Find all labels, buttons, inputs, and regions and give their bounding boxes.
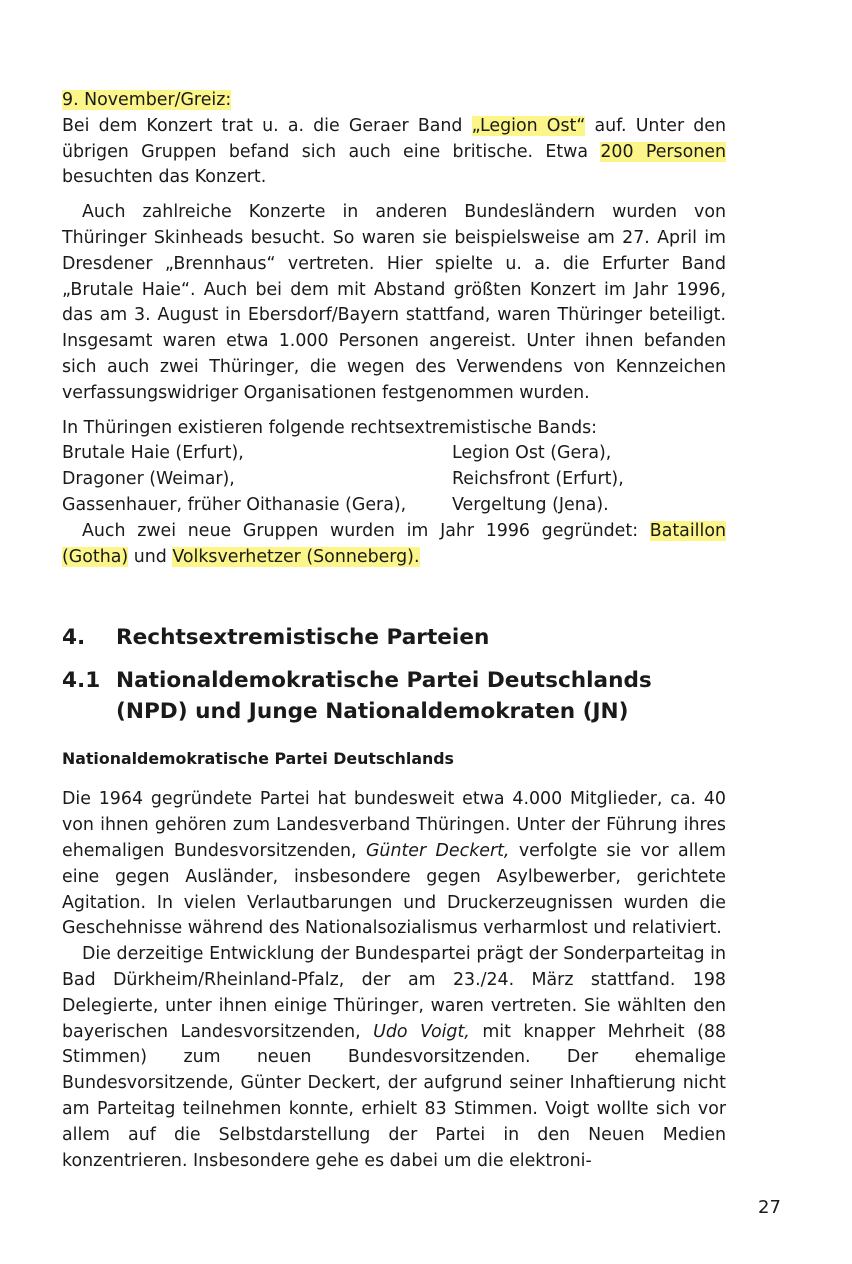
paragraph-npd-party-congress — [62, 942, 726, 1174]
highlight: 200 Personen — [600, 141, 726, 162]
text: Die derzeitige Entwicklung der Bundespartei prägt der Sonderparteitag in Bad Dürkheim/Rheinland-Pfalz, der am 23./24. März stattfand. 198 Delegierte, unter ihnen einige Thüringer, waren vertreten. Sie wählten den bayerischen Landesvorsitzenden, — [62, 944, 726, 1042]
highlight: Volksverhetzer (Sonneberg). — [172, 546, 420, 567]
text: Die 1964 gegründete Partei hat bundesweit etwa 4.000 Mitglieder, ca. 40 von ihnen gehören zum Landesverband Thüringen. Unter der Führung ihres ehemaligen Bundesvorsitzenden, — [62, 789, 726, 861]
person-name: Udo Voigt, — [373, 1021, 470, 1042]
section-heading-greiz — [62, 88, 726, 114]
paragraph-npd-intro — [62, 787, 726, 942]
section-heading — [62, 665, 726, 727]
paragraph-other-states: Auch zahlreiche Konzerte in anderen Bundesländern wurden von Thüringer Skinheads besucht. So waren sie beispielsweise am 27. April im Dresdener „Brennhaus“ vertreten. Hier spielte u. a. die Erfurter Band „Brutale Haie“. Auch bei dem mit Abstand größten Konzert im Jahr 1996, das am 3. August in Ebersdorf/Bayern stattfand, waren Thüringer beteiligt. Insgesamt waren etwa 1.000 Personen angereist. Unter ihnen befanden sich auch zwei Thüringer, die wegen des Verwendens von Kennzeichen verfassungswidriger Organisationen festgenommen wurden. — [62, 202, 726, 403]
paragraph-new-groups — [62, 519, 726, 571]
chapter-heading — [62, 622, 726, 653]
section-title: Nationaldemokratische Partei Deutschlands (NPD) und Junge Nationaldemokraten (JN) — [116, 668, 652, 725]
subheading: Nationaldemokratische Partei Deutschlands — [62, 749, 454, 769]
band-item: Vergeltung (Jena). — [452, 494, 609, 515]
chapter-number: 4. — [62, 625, 86, 651]
paragraph-bands-intro: In Thüringen existieren folgende rechtsextremistische Bands: — [62, 417, 598, 438]
page-number: 27 — [758, 1197, 781, 1218]
bands-left-column — [62, 441, 452, 518]
band-item: Dragoner (Weimar), — [62, 469, 235, 490]
highlight: Bataillon (Gotha) — [62, 520, 726, 567]
bands-list — [62, 441, 726, 518]
band-item: Reichsfront (Erfurt), — [452, 469, 624, 490]
text: besuchten das Konzert. — [62, 167, 267, 188]
chapter-title: Rechtsextremistische Parteien — [116, 625, 490, 651]
text: Auch zwei neue Gruppen wurden im Jahr 1996 gegründet: — [82, 520, 650, 541]
band-item: Brutale Haie (Erfurt), — [62, 443, 244, 464]
person-name: Günter Deckert, — [365, 840, 510, 861]
paragraph-concert — [62, 114, 726, 191]
band-item: Gassenhauer, früher Oithanasie (Gera), — [62, 494, 407, 515]
bands-right-column — [452, 441, 726, 518]
text: Bei dem Konzert trat u. a. die Geraer Band — [62, 115, 472, 136]
text: verfolgte sie vor allem eine gegen Ausländer, insbesondere gegen Asylbewerber, gerichtete Agitation. In vielen Verlautbarungen und Druckerzeugnissen wurden die Geschehnisse während des Nationalsozialismus verharmlost und relativiert. — [62, 840, 726, 939]
text: auf. Unter den übrigen Gruppen befand sich auch eine britische. Etwa — [62, 115, 727, 162]
section-number: 4.1 — [62, 668, 101, 694]
highlight: „Legion Ost“ — [471, 115, 586, 136]
band-item: Legion Ost (Gera), — [452, 443, 612, 464]
document-page — [62, 88, 726, 1174]
highlight: 9. November/Greiz: — [62, 90, 232, 110]
text: und — [128, 546, 173, 567]
text: mit knapper Mehrheit (88 Stimmen) zum neuen Bundesvorsitzenden. Der ehemalige Bundesvorsitzende, Günter Deckert, der aufgrund seiner Inhaftierung nicht am Parteitag teilnehmen konnte, erhielt 83 Stimmen. Voigt wollte sich vor allem auf die Selbstdarstellung der Partei in den Neuen Medien konzentrieren. Insbesondere gehe es dabei um die elektroni- — [62, 1021, 726, 1171]
